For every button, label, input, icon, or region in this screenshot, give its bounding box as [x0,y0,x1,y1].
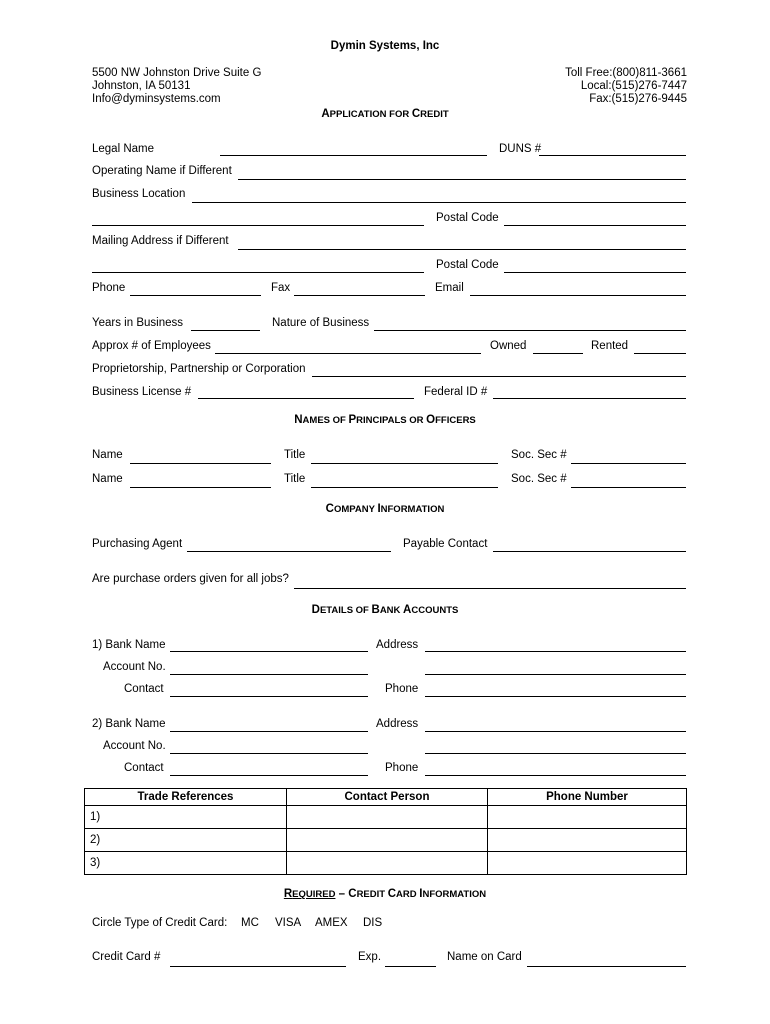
bank-1-account-label: Account No. [103,661,166,673]
principal-1-ssn-label: Soc. Sec # [511,449,567,461]
company-name: Dymin Systems, Inc [330,40,440,52]
bank-2-name-label: 2) Bank Name [92,718,166,730]
fax-label: Fax [271,282,291,294]
bank-2-phone-label: Phone [385,762,419,774]
bank-1-name-field[interactable] [170,651,368,652]
purchase-orders-field[interactable] [294,588,686,589]
business-license-field[interactable] [198,398,414,399]
card-type-label: Circle Type of Credit Card: [92,917,228,929]
bank-2-account-field[interactable] [170,753,368,754]
operating-name-label: Operating Name if Different [92,165,232,177]
card-exp-label: Exp. [358,951,382,963]
card-exp-field[interactable] [385,966,436,967]
bank-1-account-field[interactable] [170,674,368,675]
bank-1-phone-label: Phone [385,683,419,695]
postal-code-field[interactable] [504,225,686,226]
bank-1-name-label: 1) Bank Name [92,639,166,651]
company-address-line1: 5500 NW Johnston Drive Suite G [92,67,262,79]
federal-id-field[interactable] [493,398,686,399]
principal-2-name-label: Name [92,473,123,485]
payable-contact-field[interactable] [493,551,686,552]
principal-1-name-field[interactable] [130,463,271,464]
trade-references-header: Trade References [85,789,287,806]
contact-person-header: Contact Person [287,789,488,806]
mailing-address-field[interactable] [238,249,686,250]
ownership-type-label: Proprietorship, Partnership or Corporation [92,363,306,375]
rented-label: Rented [591,340,629,352]
contact-person-3-cell[interactable] [287,852,488,875]
credit-card-heading: REQUIRED – CREDIT CARD INFORMATION [283,888,487,900]
mailing-postal-code-label: Postal Code [436,259,499,271]
principals-heading: NAMES OF PRINCIPALS OR OFFICERS [294,414,476,426]
bank-1-address-field[interactable] [425,651,686,652]
name-on-card-field[interactable] [527,966,686,967]
company-address-line2: Johnston, IA 50131 [92,80,191,92]
bank-1-phone-field[interactable] [425,696,686,697]
business-location-line2-field[interactable] [92,225,424,226]
duns-label: DUNS # [499,143,542,155]
card-number-label: Credit Card # [92,951,161,963]
bank-1-address-label: Address [376,639,419,651]
principal-2-ssn-label: Soc. Sec # [511,473,567,485]
bank-2-name-field[interactable] [170,731,368,732]
contact-person-1-cell[interactable] [287,806,488,829]
bank-2-account-label: Account No. [103,740,166,752]
trade-reference-3-cell[interactable]: 3) [85,852,287,875]
phone-number-header: Phone Number [488,789,687,806]
legal-name-field[interactable] [220,155,487,156]
federal-id-label: Federal ID # [424,386,488,398]
business-location-label: Business Location [92,188,186,200]
nature-of-business-label: Nature of Business [272,317,370,329]
nature-of-business-field[interactable] [374,330,686,331]
trade-references-header-row [85,789,687,806]
trade-references-table [84,788,687,875]
fax-field[interactable] [294,295,425,296]
card-type-dis[interactable]: DIS [363,917,383,929]
principal-2-name-field[interactable] [130,487,271,488]
payable-contact-label: Payable Contact [403,538,488,550]
bank-2-address-label: Address [376,718,419,730]
operating-name-field[interactable] [238,179,686,180]
bank-2-phone-field[interactable] [425,775,686,776]
principal-1-name-label: Name [92,449,123,461]
principal-2-ssn-field[interactable] [571,487,686,488]
bank-2-contact-field[interactable] [170,775,368,776]
bank-1-contact-label: Contact [124,683,164,695]
company-toll-free: Toll Free:(800)811-3661 [565,67,687,79]
business-license-label: Business License # [92,386,192,398]
bank-2-address-line2-field[interactable] [425,753,686,754]
table-row [85,806,687,829]
postal-code-label: Postal Code [436,212,499,224]
table-row [85,829,687,852]
email-label: Email [435,282,464,294]
mailing-postal-code-field[interactable] [504,272,686,273]
card-type-amex[interactable]: AMEX [315,917,348,929]
trade-reference-2-cell[interactable]: 2) [85,829,287,852]
principal-2-title-field[interactable] [311,487,498,488]
email-field[interactable] [470,295,686,296]
bank-2-contact-label: Contact [124,762,164,774]
name-on-card-label: Name on Card [447,951,522,963]
bank-1-contact-field[interactable] [170,696,368,697]
phone-label: Phone [92,282,126,294]
card-type-visa[interactable]: VISA [275,917,302,929]
phone-field[interactable] [130,295,261,296]
mailing-address-line2-field[interactable] [92,272,424,273]
company-fax: Fax:(515)276-9445 [589,93,687,105]
owned-label: Owned [490,340,527,352]
company-info-heading: COMPANY INFORMATION [325,503,445,515]
purchase-orders-label: Are purchase orders given for all jobs? [92,573,289,585]
years-in-business-field[interactable] [191,330,260,331]
phone-number-1-cell[interactable] [488,806,687,829]
owned-field[interactable] [533,353,583,354]
ownership-type-field[interactable] [312,376,686,377]
employees-label: Approx # of Employees [92,340,211,352]
bank-1-address-line2-field[interactable] [425,674,686,675]
rented-field[interactable] [634,353,686,354]
phone-number-3-cell[interactable] [488,852,687,875]
card-number-field[interactable] [170,966,346,967]
principal-1-ssn-field[interactable] [571,463,686,464]
card-type-mc[interactable]: MC [241,917,259,929]
purchasing-agent-label: Purchasing Agent [92,538,183,550]
form-title: APPLICATION FOR CREDIT [321,108,449,120]
principal-1-title-label: Title [284,449,306,461]
principal-1-title-field[interactable] [311,463,498,464]
contact-person-2-cell[interactable] [287,829,488,852]
years-in-business-label: Years in Business [92,317,183,329]
mailing-address-label: Mailing Address if Different [92,235,229,247]
principal-2-title-label: Title [284,473,306,485]
employees-field[interactable] [215,353,481,354]
phone-number-2-cell[interactable] [488,829,687,852]
duns-field[interactable] [539,155,686,156]
bank-accounts-heading: DETAILS OF BANK ACCOUNTS [311,604,459,616]
legal-name-label: Legal Name [92,143,155,155]
purchasing-agent-field[interactable] [187,551,391,552]
company-email: Info@dyminsystems.com [92,93,221,105]
business-location-field[interactable] [192,202,686,203]
table-row [85,852,687,875]
company-local-phone: Local:(515)276-7447 [580,80,687,92]
bank-2-address-field[interactable] [425,731,686,732]
trade-reference-1-cell[interactable]: 1) [85,806,287,829]
